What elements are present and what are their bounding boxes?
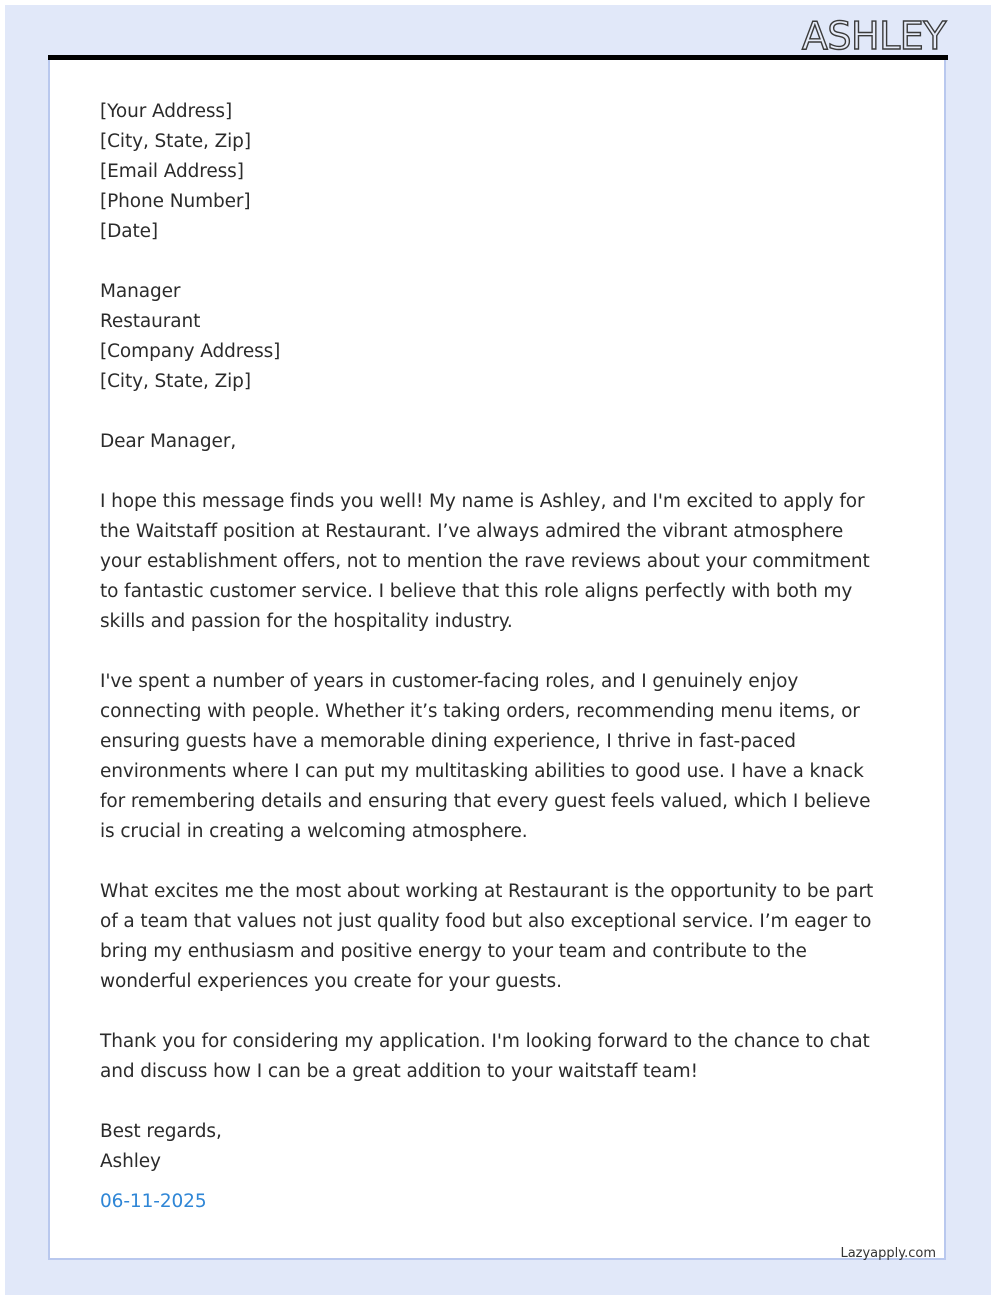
footer-brand: Lazyapply.com [840,1246,936,1261]
recipient-company: Restaurant [100,311,201,332]
body-paragraph: I hope this message finds you well! My name is Ashley, and I'm excited to apply for the Waitstaff position at Restaurant. I’ve always admired the vibrant atmosphere your establishment offers, not to mention the rave reviews about your commitment to fantastic customer service. I believe that this role aligns perfectly with both my skills and passion for the hospitality industry. [100,491,870,632]
recipient-city: [City, State, Zip] [100,371,251,392]
body-paragraph: Thank you for considering my application. I'm looking forward to the chance to chat and discuss how I can be a great addition to your waitstaff team! [100,1031,870,1082]
sender-email: [Email Address] [100,161,244,182]
recipient-address: [Company Address] [100,341,281,362]
header-name: ASHLEY [801,14,946,58]
salutation: Dear Manager, [100,431,237,452]
sender-phone: [Phone Number] [100,191,251,212]
letter-body [100,97,900,1217]
closing: Best regards, [100,1121,222,1142]
letter-date: 06-11-2025 [100,1191,207,1212]
sender-address: [Your Address] [100,101,233,122]
sender-date: [Date] [100,221,159,242]
recipient-title: Manager [100,281,181,302]
body-paragraph: I've spent a number of years in customer-facing roles, and I genuinely enjoy connecting with people. Whether it’s taking orders, recommending menu items, or ensuring guests have a memorable dining experience, I thrive in fast-paced environments where I can put my multitasking abilities to good use. I have a knack for remembering details and ensuring that every guest feels valued, which I believe is crucial in creating a welcoming atmosphere. [100,671,871,842]
sender-city: [City, State, Zip] [100,131,251,152]
signature: Ashley [100,1151,161,1172]
body-paragraph: What excites me the most about working at Restaurant is the opportunity to be part of a team that values not just quality food but also exceptional service. I’m eager to bring my enthusiasm and positive energy to your team and contribute to the wonderful experiences you create for your guests. [100,881,874,992]
